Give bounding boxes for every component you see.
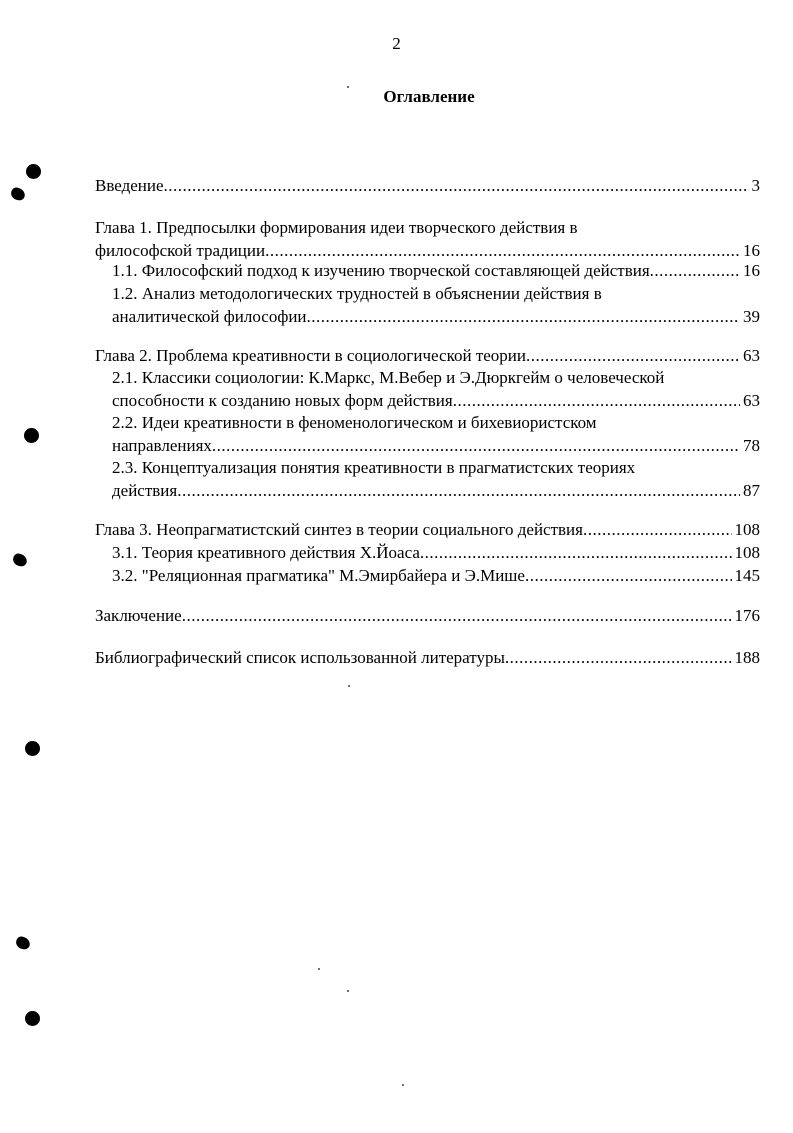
leader-dots: [453, 389, 740, 412]
binder-hole-mark: [25, 1011, 40, 1026]
scan-speck: [347, 990, 349, 992]
leader-dots: [650, 259, 740, 282]
toc-entry-section-1-1[interactable]: [112, 259, 760, 282]
toc-page-number: 188: [734, 648, 760, 667]
toc-entry-introduction[interactable]: [95, 174, 760, 197]
toc-entry-text: Глава 3. Неопрагматистский синтез в теории социального действия: [95, 520, 583, 539]
toc-page-number: 39: [743, 307, 760, 326]
toc-entry-text: действия: [112, 481, 178, 500]
toc-page-number: 176: [734, 606, 760, 625]
toc-entry-text-line1: 2.3. Концептуализация понятия креативности в прагматистских теориях: [112, 458, 636, 477]
toc-entry-chapter-2[interactable]: [95, 344, 760, 367]
toc-entry-text: Заключение: [95, 606, 182, 625]
toc-entry-text: 1.1. Философский подход к изучению творческой составляющей действия: [112, 261, 650, 280]
toc-entry-bibliography[interactable]: [95, 646, 760, 669]
leader-dots: [526, 344, 740, 367]
toc-entry-text: 3.1. Теория креативного действия Х.Йоаса: [112, 543, 420, 562]
scan-speck: [348, 685, 350, 687]
toc-entry-text-line1: 1.2. Анализ методологических трудностей в объяснении действия в: [112, 284, 602, 303]
binder-hole-mark: [25, 741, 40, 756]
leader-dots: [307, 305, 740, 328]
toc-page-number: 78: [743, 436, 760, 455]
toc-entry-text: 3.2. "Реляционная прагматика" М.Эмирбайера и Э.Мише: [112, 566, 525, 585]
toc-entry-section-2-2[interactable]: [112, 411, 760, 457]
leader-dots: [583, 518, 732, 541]
toc-entry-text: Библиографический список использованной литературы: [95, 648, 505, 667]
toc-entry-section-2-3[interactable]: [112, 456, 760, 502]
leader-dots: [420, 541, 732, 564]
toc-entry-text-line1: 2.2. Идеи креативности в феноменологическом и бихевиористском: [112, 413, 597, 432]
toc-page-number: 16: [743, 261, 760, 280]
leader-dots: [505, 646, 732, 669]
scan-blot-mark: [15, 935, 32, 950]
toc-entry-text: направлениях: [112, 436, 212, 455]
toc-page-number: 3: [751, 176, 760, 195]
toc-entry-text: аналитической философии: [112, 307, 307, 326]
toc-entry-text: способности к созданию новых форм действия: [112, 391, 453, 410]
toc-title: Оглавление: [383, 87, 475, 106]
toc-page-number: 108: [734, 543, 760, 562]
scan-blot-mark: [12, 552, 29, 567]
toc-entry-text: философской традиции: [95, 241, 266, 260]
leader-dots: [164, 174, 749, 197]
leader-dots: [177, 479, 740, 502]
page-number: 2: [392, 34, 401, 53]
scan-speck: [402, 1084, 404, 1086]
scan-speck: [318, 968, 320, 970]
toc-entry-text-line1: Глава 1. Предпосылки формирования идеи творческого действия в: [95, 218, 578, 237]
scan-speck: [347, 86, 349, 88]
toc-entry-section-2-1[interactable]: [112, 366, 760, 412]
toc-page-number: 108: [734, 520, 760, 539]
toc-entry-conclusion[interactable]: [95, 604, 760, 627]
toc-entry-section-3-2[interactable]: [112, 564, 760, 587]
toc-page-number: 87: [743, 481, 760, 500]
toc-page-number: 16: [743, 241, 760, 260]
binder-hole-mark: [26, 164, 41, 179]
toc-entry-text-line1: 2.1. Классики социологии: К.Маркс, М.Вебер и Э.Дюркгейм о человеческой: [112, 368, 665, 387]
toc-entry-text: Введение: [95, 176, 164, 195]
leader-dots: [182, 604, 732, 627]
leader-dots: [525, 564, 732, 587]
toc-entry-chapter-3[interactable]: [95, 518, 760, 541]
toc-entry-text: Глава 2. Проблема креативности в социологической теории: [95, 346, 526, 365]
scan-blot-mark: [10, 186, 27, 201]
toc-entry-section-3-1[interactable]: [112, 541, 760, 564]
toc-entry-section-1-2[interactable]: [112, 282, 760, 328]
binder-hole-mark: [24, 428, 39, 443]
toc-page-number: 63: [743, 346, 760, 365]
toc-page-number: 63: [743, 391, 760, 410]
toc-page-number: 145: [734, 566, 760, 585]
toc-entry-chapter-1[interactable]: [95, 216, 760, 262]
leader-dots: [212, 434, 740, 457]
